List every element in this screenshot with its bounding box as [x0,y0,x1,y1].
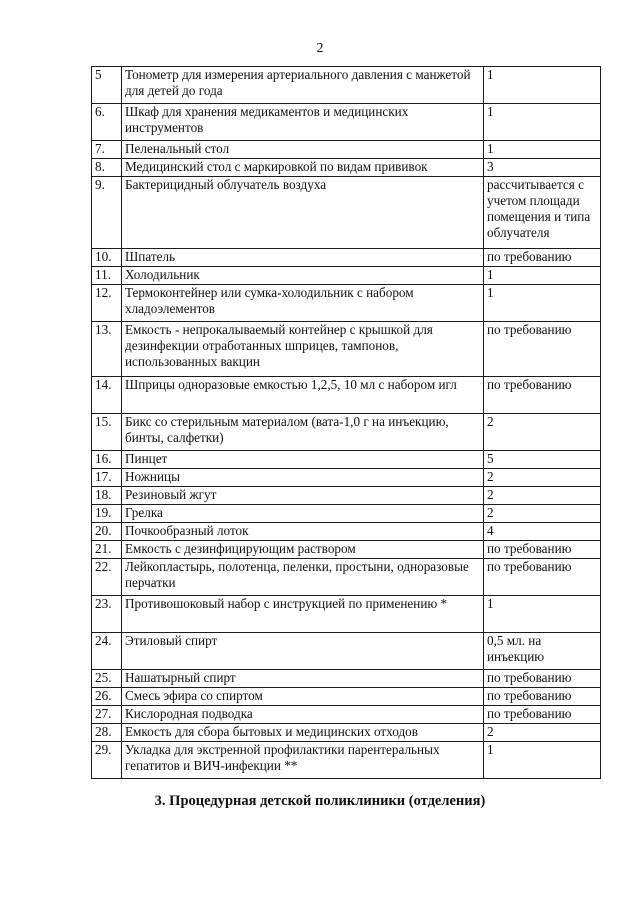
row-number: 10. [92,249,122,267]
item-name: Пинцет [122,451,484,469]
item-name: Грелка [122,505,484,523]
row-number: 19. [92,505,122,523]
row-number: 28. [92,724,122,742]
table-row [92,541,601,559]
item-quantity: 1 [484,67,601,104]
item-name: Смесь эфира со спиртом [122,688,484,706]
item-name: Резиновый жгут [122,487,484,505]
row-number: 22. [92,559,122,596]
item-quantity: 2 [484,469,601,487]
row-number: 18. [92,487,122,505]
item-quantity: 5 [484,451,601,469]
item-name: Противошоковый набор с инструкцией по применению * [122,596,484,633]
table-row [92,596,601,633]
table-row [92,487,601,505]
table-row [92,177,601,249]
row-number: 24. [92,633,122,670]
item-quantity: по требованию [484,322,601,377]
equipment-table-body [92,67,601,779]
item-quantity: по требованию [484,541,601,559]
table-row [92,267,601,285]
table-row [92,633,601,670]
item-name: Пеленальный стол [122,141,484,159]
row-number: 12. [92,285,122,322]
page-number: 2 [316,41,324,56]
item-quantity: по требованию [484,688,601,706]
item-name: Емкость с дезинфицирующим раствором [122,541,484,559]
item-name: Бикс со стерильным материалом (вата-1,0 г на инъекцию, бинты, салфетки) [122,414,484,451]
table-row [92,670,601,688]
table-row [92,159,601,177]
table-row [92,322,601,377]
row-number: 9. [92,177,122,249]
row-number: 23. [92,596,122,633]
row-number: 27. [92,706,122,724]
table-row [92,377,601,414]
row-number: 26. [92,688,122,706]
item-quantity: рассчитывается с учетом площади помещения и типа облучателя [484,177,601,249]
table-row [92,451,601,469]
item-quantity: 1 [484,596,601,633]
table-row [92,141,601,159]
item-quantity: 1 [484,267,601,285]
item-quantity: 1 [484,141,601,159]
row-number: 5 [92,67,122,104]
item-name: Холодильник [122,267,484,285]
item-name: Лейкопластырь, полотенца, пеленки, простыни, одноразовые перчатки [122,559,484,596]
row-number: 20. [92,523,122,541]
item-quantity: 0,5 мл. на инъекцию [484,633,601,670]
table-row [92,505,601,523]
table-row [92,285,601,322]
table-row [92,469,601,487]
table-row [92,67,601,104]
row-number: 29. [92,742,122,779]
row-number: 21. [92,541,122,559]
item-quantity: 2 [484,505,601,523]
item-quantity: 1 [484,285,601,322]
row-number: 17. [92,469,122,487]
row-number: 25. [92,670,122,688]
item-name: Ножницы [122,469,484,487]
item-quantity: по требованию [484,249,601,267]
item-name: Шкаф для хранения медикаментов и медицинских инструментов [122,104,484,141]
table-row [92,742,601,779]
table-row [92,414,601,451]
row-number: 8. [92,159,122,177]
item-quantity: 2 [484,724,601,742]
table-row [92,706,601,724]
row-number: 7. [92,141,122,159]
item-name: Шприцы одноразовые емкостью 1,2,5, 10 мл с набором игл [122,377,484,414]
item-name: Нашатырный спирт [122,670,484,688]
table-row [92,249,601,267]
item-name: Укладка для экстренной профилактики парентеральных гепатитов и ВИЧ-инфекции ** [122,742,484,779]
table-row [92,688,601,706]
row-number: 16. [92,451,122,469]
table-row [92,559,601,596]
item-name: Термоконтейнер или сумка-холодильник с набором хладоэлементов [122,285,484,322]
item-name: Медицинский стол с маркировкой по видам прививок [122,159,484,177]
item-name: Кислородная подводка [122,706,484,724]
table-row [92,523,601,541]
section-heading: 3. Процедурная детской поликлиники (отделения) [154,793,486,809]
item-quantity: по требованию [484,377,601,414]
row-number: 11. [92,267,122,285]
item-name: Емкость - непрокалываемый контейнер с крышкой для дезинфекции отработанных шприцев, тампонов, использованных вакцин [122,322,484,377]
item-name: Этиловый спирт [122,633,484,670]
table-row [92,104,601,141]
item-quantity: по требованию [484,670,601,688]
equipment-table [91,66,601,779]
table-row [92,724,601,742]
item-quantity: 4 [484,523,601,541]
item-name: Тонометр для измерения артериального давления с манжетой для детей до года [122,67,484,104]
item-name: Емкость для сбора бытовых и медицинских отходов [122,724,484,742]
row-number: 15. [92,414,122,451]
item-name: Бактерицидный облучатель воздуха [122,177,484,249]
item-quantity: по требованию [484,559,601,596]
row-number: 6. [92,104,122,141]
item-quantity: 1 [484,104,601,141]
item-quantity: 2 [484,487,601,505]
item-quantity: 2 [484,414,601,451]
row-number: 13. [92,322,122,377]
item-quantity: по требованию [484,706,601,724]
item-name: Почкообразный лоток [122,523,484,541]
item-name: Шпатель [122,249,484,267]
row-number: 14. [92,377,122,414]
item-quantity: 3 [484,159,601,177]
item-quantity: 1 [484,742,601,779]
